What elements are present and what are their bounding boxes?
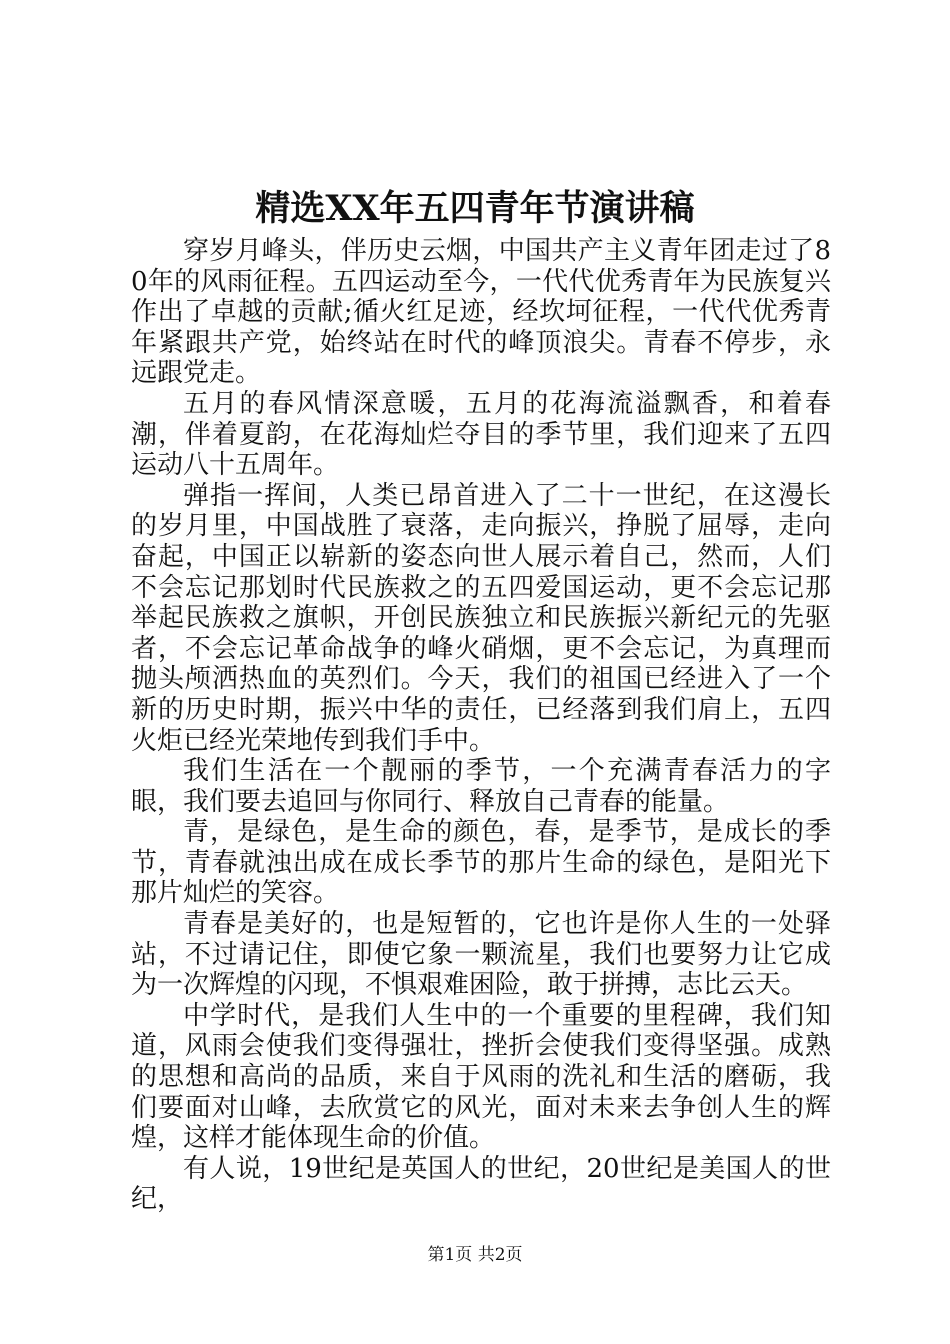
paragraph: 穿岁月峰头，伴历史云烟，中国共产主义青年团走过了80年的风雨征程。五四运动至今，一代代优秀青年为民族复兴作出了卓越的贡献;循火红足迹，经坎坷征程，一代代优秀青年紧跟共产党，始终站在时代的峰顶浪尖。青春不停步，永远跟党走。 (131, 236, 831, 389)
page-number-footer: 第1页 共2页 (427, 1245, 523, 1265)
paragraph: 五月的春风情深意暖，五月的花海流溢飘香，和着春潮，伴着夏韵，在花海灿烂夺目的季节里，我们迎来了五四运动八十五周年。 (131, 388, 831, 481)
paragraph: 中学时代，是我们人生中的一个重要的里程碑，我们知道，风雨会使我们变得强壮，挫折会使我们变得坚强。成熟的思想和高尚的品质，来自于风雨的洗礼和生活的磨砺，我们要面对山峰，去欣赏它的风光，面对未来去争创人生的辉煌，这样才能体现生命的价值。 (131, 1000, 831, 1154)
paragraph: 我们生活在一个靓丽的季节，一个充满青春活力的字眼，我们要去追回与你同行、释放自己青春的能量。 (131, 756, 831, 817)
paragraph: 弹指一挥间，人类已昂首进入了二十一世纪，在这漫长的岁月里，中国战胜了衰落，走向振兴，挣脱了屈辱，走向奋起，中国正以崭新的姿态向世人展示着自己，然而，人们不会忘记那划时代民族救之的五四爱国运动，更不会忘记那举起民族救之旗帜，开创民族独立和民族振兴新纪元的先驱者，不会忘记革命战争的峰火硝烟，更不会忘记，为真理而抛头颅洒热血的英烈们。今天，我们的祖国已经进入了一个新的历史时期，振兴中华的责任，已经落到我们肩上，五四火炬已经光荣地传到我们手中。 (131, 480, 831, 756)
paragraph: 有人说，19世纪是英国人的世纪，20世纪是美国人的世纪， (131, 1153, 831, 1215)
document-title: 精选XX年五四青年节演讲稿 (255, 188, 695, 229)
document-body (131, 236, 831, 1215)
paragraph: 青春是美好的，也是短暂的，它也许是你人生的一处驿站，不过请记住，即使它象一颗流星，我们也要努力让它成为一次辉煌的闪现，不惧艰难困险，敢于拼搏，志比云天。 (131, 909, 831, 1001)
paragraph: 青，是绿色，是生命的颜色，春，是季节，是成长的季节，青春就浊出成在成长季节的那片生命的绿色，是阳光下那片灿烂的笑容。 (131, 817, 831, 909)
